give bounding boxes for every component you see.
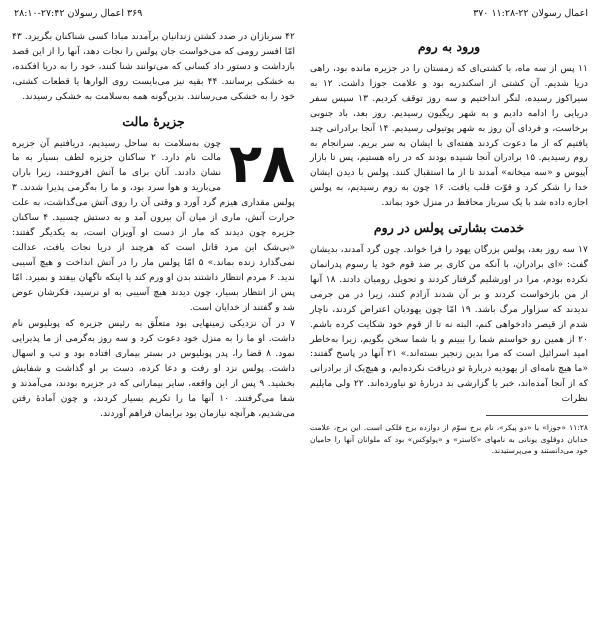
left-column (12, 30, 295, 424)
paragraph (12, 131, 295, 316)
right-column (310, 30, 588, 459)
section-heading: خدمت بشارتی پولس در روم (373, 220, 525, 236)
chapter-number: ۲۸ (229, 131, 295, 195)
paragraph: ۴۲ سربازان در صدد کشتن زندانیان برآمدند مبادا کسی شناکنان بگریزد. ۴۳ امّا افسر رومی که می‌خواست جان پولس را نجات دهد، آنها را از این قصد بازداشت و دستور داد کسانی که می‌توانند شنا کنند، خود را به دریا افکنده، به خشکی برسانند. ۴۴ بقیه نیز می‌بایست روی الوارها یا قطعات کشتی، خود را به خشکی می‌رسانند. بدین‌گونه همه به‌سلامت به خشکی رسیدند. (12, 31, 295, 102)
section-heading: جزیرهٔ مالت (122, 113, 185, 129)
paragraph: ۷ در آن نزدیکی زمینهایی بود متعلّق به رئیس جزیره که پوبلیوس نام داشت. او ما را به منزل خود دعوت کرد و سه روز به‌گرمی از ما پذیرایی نمود. ۸ قضا را، پدر پوبلیوس در بستر بیماری افتاده بود و تب و اسهال داشت. پولس نزد او رفت و دعا کرده، دست بر او گذاشت و شفایش بخشید. ۹ پس از این واقعه، سایر بیمارانی که در جزیره بودند، می‌آمدند و شفا می‌گرفتند. ۱۰ آنها ما را تکریم بسیار کردند، و چون آمادهٔ رفتن می‌شدیم، هرآنچه نیازمان بود برایمان فراهم آوردند. (12, 318, 295, 419)
running-header-right: اعمال رسولان ۲۲-۱۱:۲۸ ۳۷۰ (473, 8, 588, 19)
running-header-left: ۳۶۹ اعمال رسولان ۲۷:۴۲-۲۸:۱۰ (14, 8, 143, 19)
paragraph-text: چون به‌سلامت به ساحل رسیدیم، دریافتیم آن جزیره مالت نام دارد. ۲ ساکنان جزیره لطف بسیار به ما نشان دادند. آنان برای ما آتش افروختند، زیرا باران می‌بارید و هوا سرد بود، و ما را به‌گرمی پذیرا شدند. ۳ پولس مقداری هیزم گرد آورد و وقتی آن را روی آتش می‌گذاشت، به علت حرارت آتش، ماری از میان آن بیرون آمد و به دستش چسبید. ۴ ساکنان جزیره چون دیدند که مار از دست او آویزان است، به یکدیگر گفتند: «بی‌شک این مرد قاتل است که هرچند از دریا نجات یافت، عدالت نمی‌گذارد زنده بماند.» ۵ امّا پولس مار را در آتش انداخت و هیچ آسیبی ندید. ۶ مردم انتظار داشتند بدن او ورم کند یا اینکه ناگهان بیفتد و بمیرد. امّا پس از انتظار بسیار، چون دیدند هیچ آسیبی به او نرسید، فکرشان عوض شد و گفتند از خدایان است. (12, 137, 295, 313)
paragraph: ۱۱ پس از سه ماه، با کشتی‌ای که زمستان را در جزیره مانده بود، راهی دریا شدیم. آن کشتی از اسکندریه بود و علامت جوزا داشت. ۱۲ به سیراکوز رسیده، لنگر انداختیم و سه روز توقف کردیم. ۱۳ سپس سفر دریایی را ادامه دادیم و به شهر ریگیون رسیدیم. روز بعد، باد جنوبی برخاست، و فردای آن روز به شهر پوتیولی رسیدیم. ۱۴ آنجا برادرانی چند یافتیم که از ما دعوت کردند هفته‌ای با ایشان به سر بریم. سرانجام به روم رسیدیم. ۱۵ برادران آنجا شنیده بودند که در راه هستیم، پس تا بازار آپیوس و «سه میخانه» آمدند تا از ما استقبال کنند. پولس با دیدن ایشان خدا را شکر کرد و قوّت قلب یافت. ۱۶ چون به روم رسیدیم، به پولس اجازه داده شد با یک سرباز محافظ در منزل خود بماند. (310, 63, 589, 209)
paragraph: ۱۷ سه روز بعد، پولس بزرگان یهود را فرا خواند. چون گرد آمدند، بدیشان گفت: «ای برادران، با آنکه من کاری بر ضد قوم خود یا رسوم پدرانمان نکرده بودم، مرا در اورشلیم گرفتار کردند و تحویل رومیان دادند. ۱۸ آنها از من بازخواست کردند و بر آن شدند آزادم کنند، زیرا در من جرمی ندیدند که سزاوار مرگ باشد. ۱۹ امّا چون یهودیان اعتراض کردند، ناچار شدم از قیصر دادخواهی کنم، البته نه تا از قوم خود شکایت کرده باشم. ۲۰ از همین رو خواستم شما را ببینم و با شما سخن بگویم، زیرا به‌خاطر امید اسرائیل است که مرا بدین زنجیر بسته‌اند.» ۲۱ آنها در پاسخ گفتند: «ما هیچ نامه‌ای از یهودیه دربارهٔ تو دریافت نکرده‌ایم، و هیچ‌یک از برادرانی که از آنجا آمده‌اند، خبر یا گزارشی بد دربارهٔ تو نیاورده‌اند. ۲۲ ولی مایلیم نظرات (310, 244, 588, 405)
section-heading: ورود به روم (417, 39, 481, 54)
footnote: ۱۱:۲۸ «جوزا» یا «دو پیکر»، نام برج سوّم از دوازده برج فلکی است. این برج، علامت خدایان دوقلوی یونانی به نامهای «کاستر» و «پولوکس» بود که ملوانان آنها را حامیان خود می‌دانستند و می‌پرستیدند. (310, 423, 588, 456)
footnote-divider (486, 415, 588, 416)
